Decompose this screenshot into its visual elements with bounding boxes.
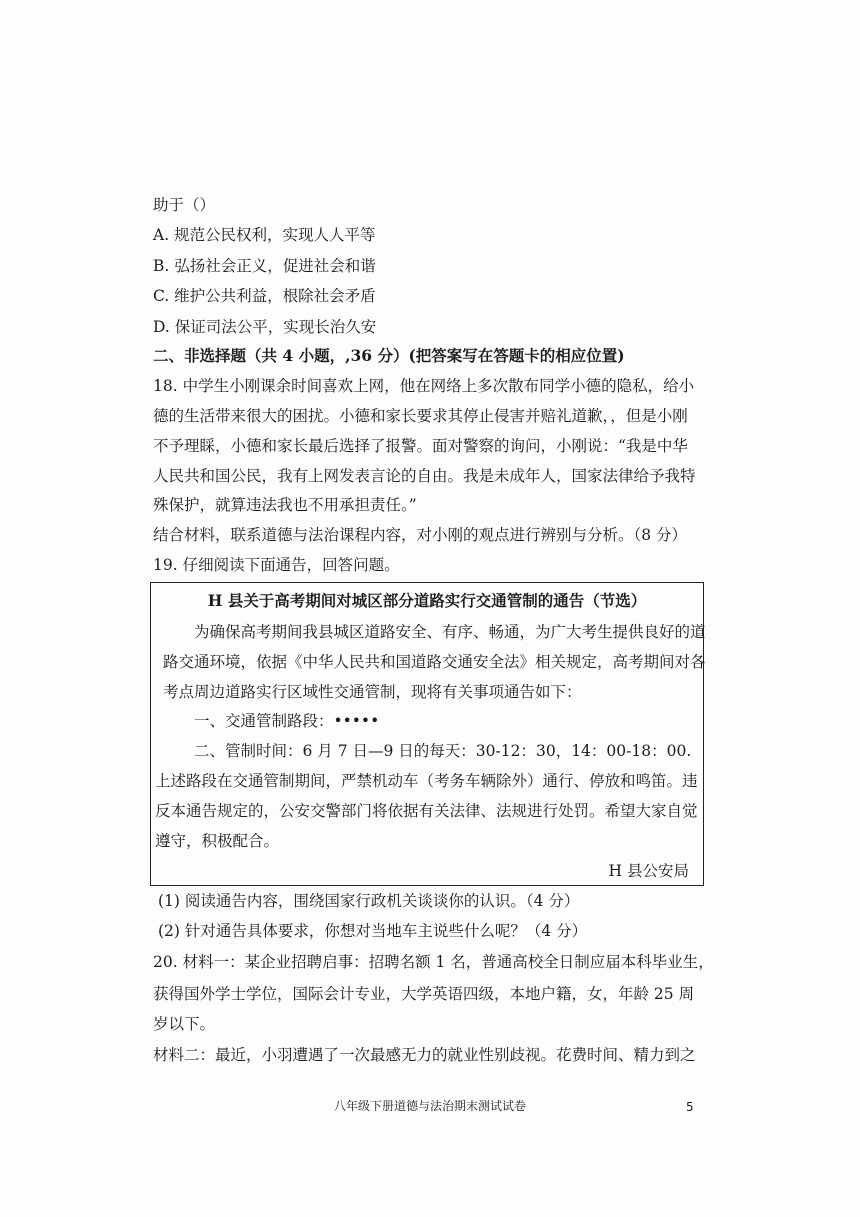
- page-number: 5: [686, 1100, 694, 1114]
- notice-line: 为确保高考期间我县城区道路安全、有序、畅通，为广大考生提供良好的道: [163, 623, 706, 641]
- q20-line-1: 20. 材料一：某企业招聘启事：招聘名额 1 名，普通高校全日制应届本科毕业生，: [153, 953, 714, 971]
- question-17-tail: 助于（）: [153, 196, 216, 214]
- notice-line: 遵守，积极配合。: [155, 832, 280, 850]
- q19-heading: 19. 仔细阅读下面通告，回答问题。: [153, 556, 400, 574]
- option-c: C. 维护公共利益，根除社会矛盾: [153, 287, 376, 305]
- q20-line-4: 材料二：最近，小羽遭遇了一次最感无力的就业性别歧视。花费时间、精力到之: [153, 1046, 696, 1064]
- notice-box: [150, 582, 704, 886]
- notice-line: 二、管制时间：6 月 7 日—9 日的每天：30-12：30，14：00-18：00.: [163, 742, 692, 760]
- q18-line-1: 18. 中学生小刚课余时间喜欢上网，他在网络上多次散布同学小德的隐私，给小: [153, 377, 695, 395]
- q18-line-4: 人民共和国公民，我有上网发表言论的自由。我是未成年人，国家法律给予我特: [153, 467, 696, 485]
- q19-sub-2: (2) 针对通告具体要求，你想对当地车主说些什么呢？（4 分）: [158, 922, 588, 940]
- notice-signature: H 县公安局: [608, 862, 689, 880]
- q18-line-2: 德的生活带来很大的困扰。小德和家长要求其停止侵害并赔礼道歉，，但是小刚: [153, 407, 688, 425]
- notice-line: 上述路段在交通管制期间，严禁机动车（考务车辆除外）通行、停放和鸣笛。违: [155, 772, 698, 790]
- q20-line-2: 获得国外学士学位，国际会计专业，大学英语四级，本地户籍，女，年龄 25 周: [153, 985, 695, 1003]
- notice-line: 考点周边道路实行区域性交通管制，现将有关事项通告如下：: [163, 683, 582, 701]
- option-d: D. 保证司法公平，实现长治久安: [153, 318, 377, 336]
- q18-line-3: 不予理睬，小德和家长最后选择了报警。面对警察的询问，小刚说：“我是中华: [153, 437, 688, 455]
- q19-sub-1: (1) 阅读通告内容，围绕国家行政机关谈谈你的认识。（4 分）: [158, 892, 580, 910]
- q18-line-5: 殊保护，就算违法我也不用承担责任。”: [153, 496, 417, 514]
- q18-prompt: 结合材料，联系道德与法治课程内容，对小刚的观点进行辨别与分析。（8 分）: [153, 526, 688, 544]
- notice-line: 一、交通管制路段：•••••: [163, 712, 380, 730]
- notice-title: H 县关于高考期间对城区部分道路实行交通管制的通告（节选）: [207, 591, 647, 610]
- option-a: A. 规范公民权利，实现人人平等: [153, 226, 376, 244]
- q20-line-3: 岁以下。: [153, 1015, 216, 1033]
- section-heading: 二、非选择题（共 4 小题，,36 分）(把答案写在答题卡的相应位置): [153, 346, 625, 365]
- footer-title: 八年级下册道德与法治期末测试试卷: [333, 1099, 526, 1113]
- notice-line: 路交通环境，依据《中华人民共和国道路交通安全法》相关规定，高考期间对各: [163, 653, 706, 671]
- notice-line: 反本通告规定的，公安交警部门将依据有关法律、法规进行处罚。希望大家自觉: [155, 802, 698, 820]
- option-b: B. 弘扬社会正义，促进社会和谐: [153, 257, 376, 275]
